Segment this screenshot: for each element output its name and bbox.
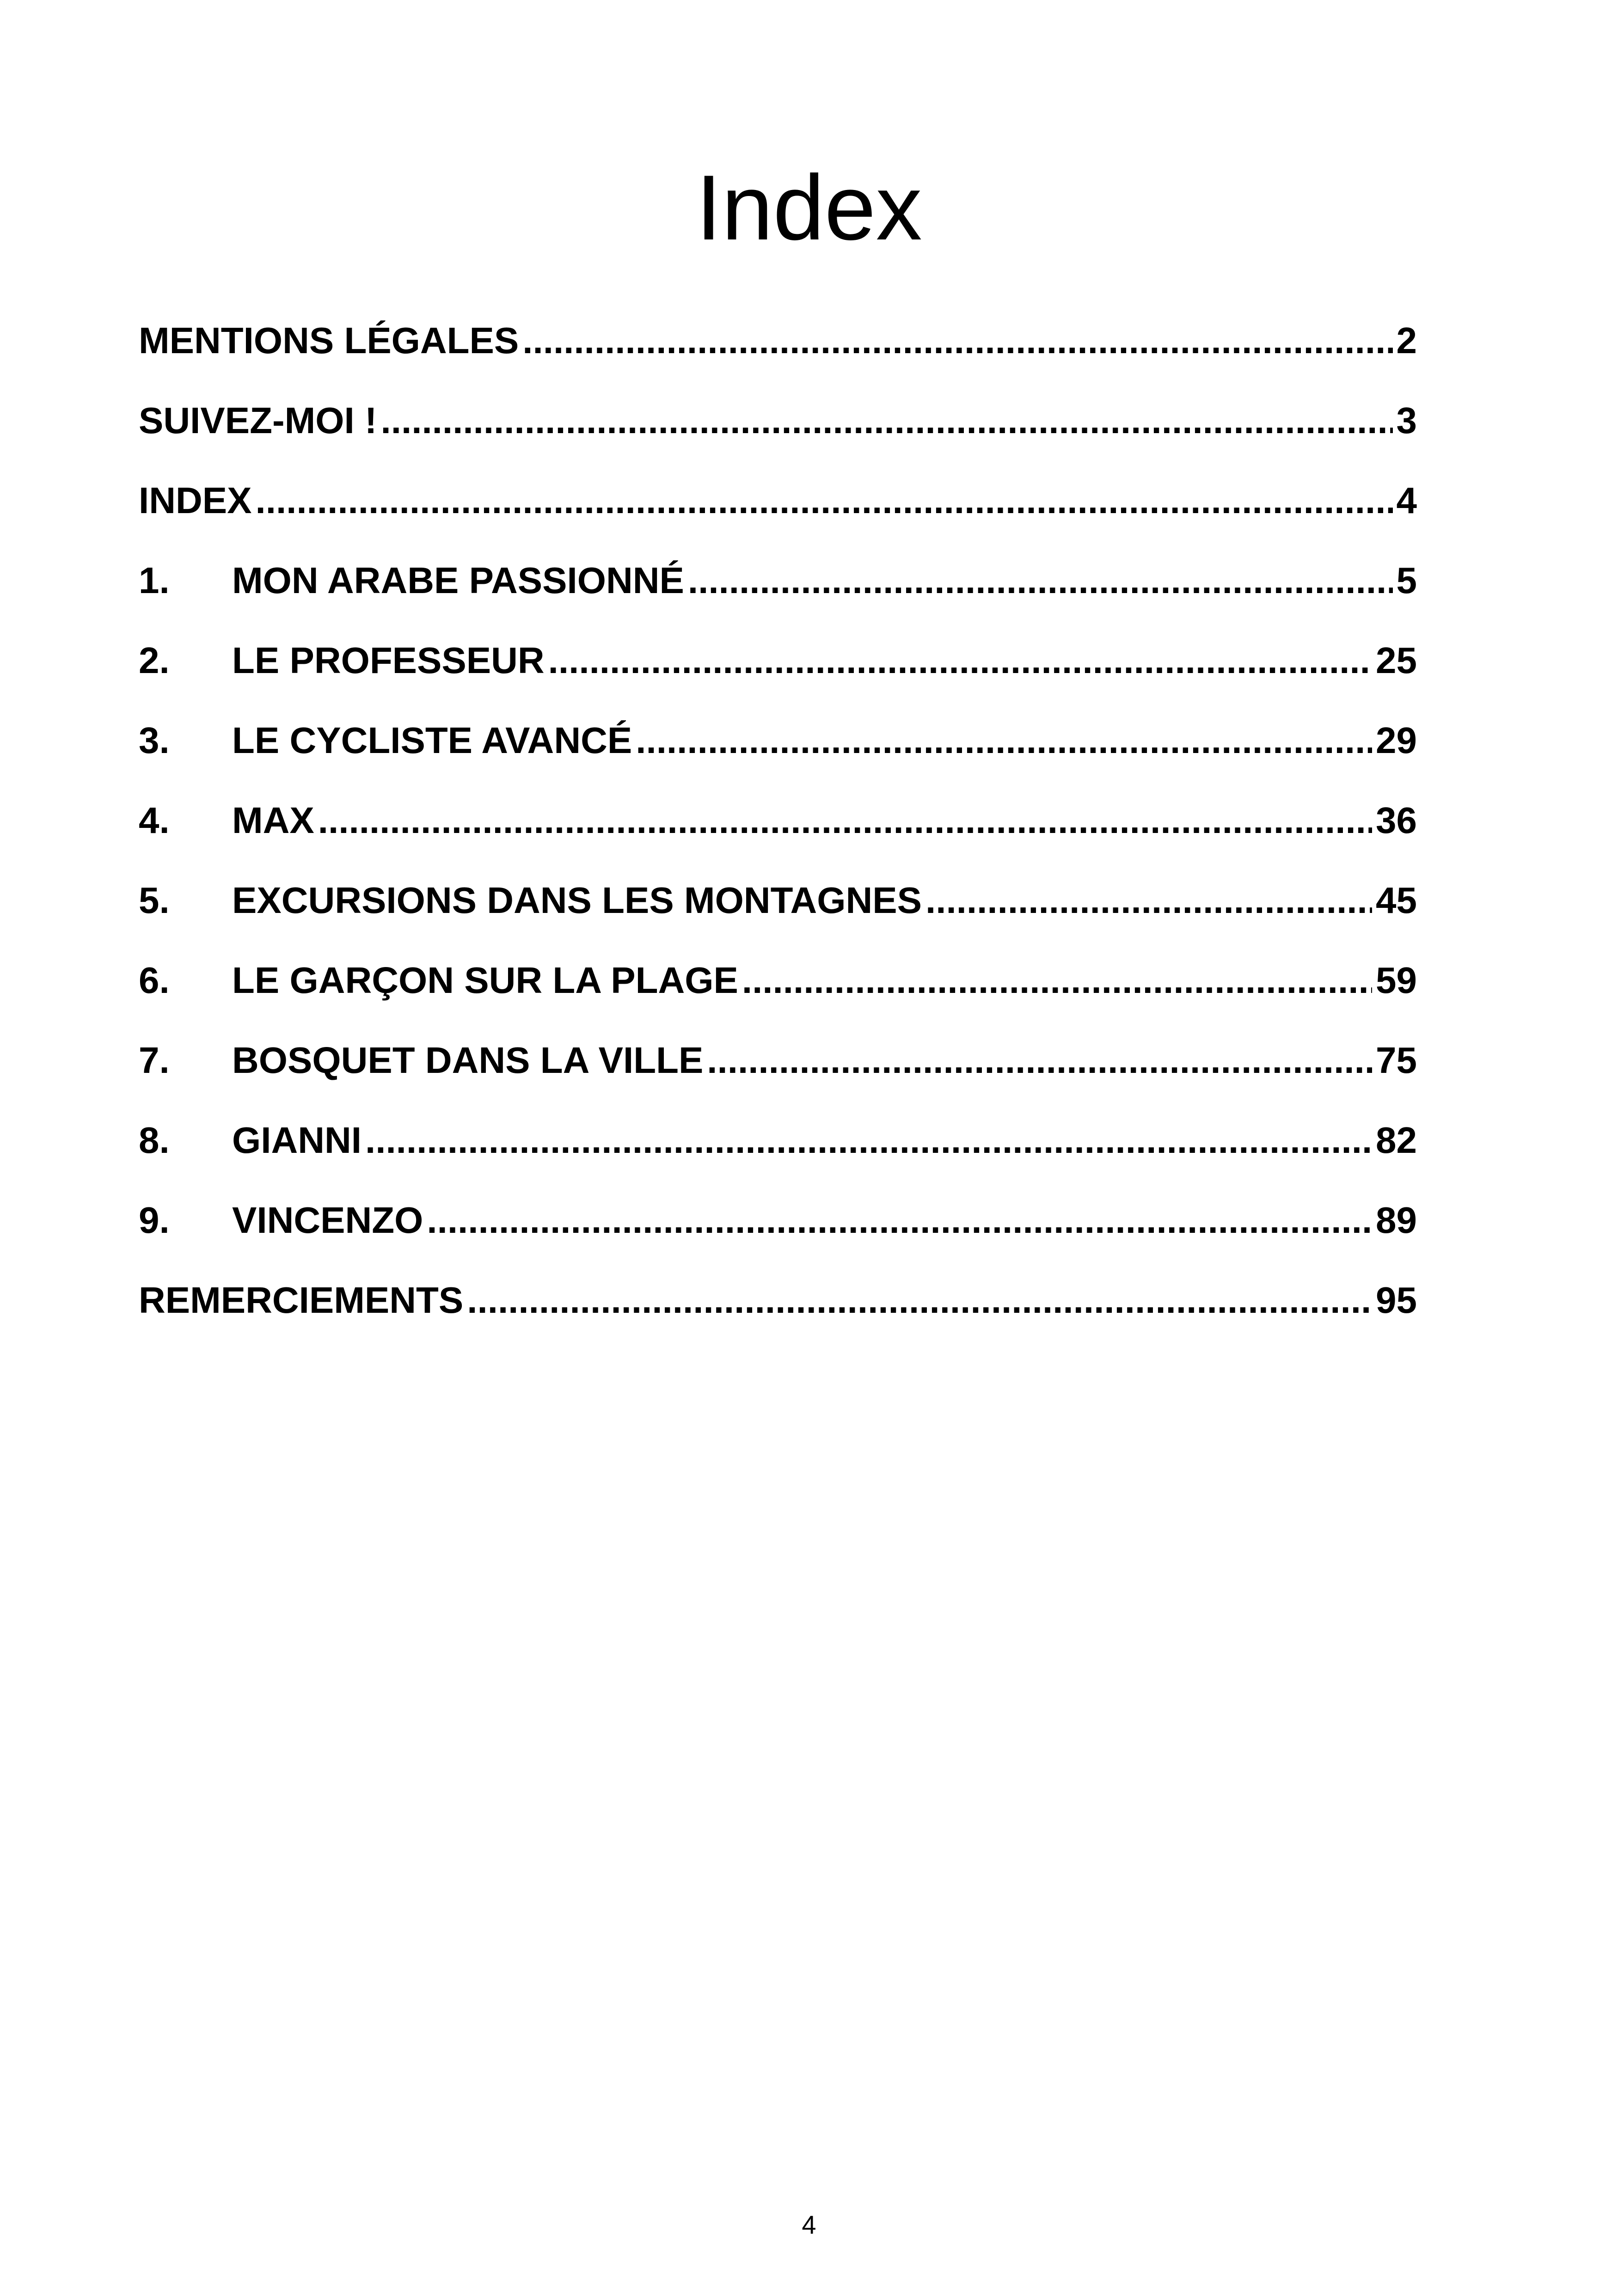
toc-entry-page: 5 bbox=[1396, 560, 1417, 601]
toc-entry-chapter-5[interactable] bbox=[139, 879, 1417, 959]
toc-entry-number: 8. bbox=[139, 1120, 170, 1161]
toc-leader-dots bbox=[256, 479, 1393, 522]
toc-entry-page: 82 bbox=[1376, 1120, 1417, 1161]
toc-leader-dots bbox=[427, 1199, 1372, 1242]
toc-entry-number: 1. bbox=[139, 560, 170, 601]
toc-leader-dots bbox=[548, 639, 1372, 682]
toc-entry-label: MON ARABE PASSIONNÉ bbox=[232, 560, 684, 601]
toc-leader-dots bbox=[742, 959, 1372, 1002]
toc-entry-label: LE GARÇON SUR LA PLAGE bbox=[232, 960, 738, 1001]
toc-entry-number: 4. bbox=[139, 800, 170, 841]
toc-entry-page: 45 bbox=[1376, 880, 1417, 921]
toc-leader-dots bbox=[707, 1039, 1372, 1082]
toc-entry-label: BOSQUET DANS LA VILLE bbox=[232, 1040, 704, 1081]
toc-leader-dots bbox=[365, 1119, 1372, 1162]
toc-entry-chapter-7[interactable] bbox=[139, 1039, 1417, 1119]
toc-entry-number: 7. bbox=[139, 1040, 170, 1081]
toc-entry-suivez-moi[interactable] bbox=[139, 399, 1417, 479]
toc-entry-number: 3. bbox=[139, 720, 170, 761]
toc-entry-label: LE CYCLISTE AVANCÉ bbox=[232, 720, 632, 761]
toc-entry-label: LE PROFESSEUR bbox=[232, 640, 545, 681]
toc-entry-chapter-9[interactable] bbox=[139, 1199, 1417, 1279]
toc-entry-chapter-8[interactable] bbox=[139, 1119, 1417, 1199]
toc-entry-chapter-4[interactable] bbox=[139, 799, 1417, 879]
toc-leader-dots bbox=[688, 559, 1393, 602]
toc-entry-mentions-legales[interactable] bbox=[139, 319, 1417, 399]
toc-entry-label: MAX bbox=[232, 800, 314, 841]
toc-entry-label: REMERCIEMENTS bbox=[139, 1280, 464, 1321]
toc-entry-chapter-3[interactable] bbox=[139, 719, 1417, 799]
toc-leader-dots bbox=[318, 799, 1372, 842]
toc-entry-label: VINCENZO bbox=[232, 1200, 423, 1241]
toc-leader-dots bbox=[522, 319, 1392, 362]
toc-leader-dots bbox=[381, 399, 1393, 442]
toc-entry-page: 2 bbox=[1396, 320, 1417, 361]
toc-leader-dots bbox=[925, 879, 1372, 922]
toc-entry-number: 5. bbox=[139, 880, 170, 921]
page-number: 4 bbox=[802, 2210, 816, 2239]
toc-entry-label: EXCURSIONS DANS LES MONTAGNES bbox=[232, 880, 922, 921]
toc-entry-label: GIANNI bbox=[232, 1120, 362, 1161]
table-of-contents bbox=[139, 319, 1417, 1359]
toc-entry-chapter-6[interactable] bbox=[139, 959, 1417, 1039]
toc-entry-label: MENTIONS LÉGALES bbox=[139, 320, 519, 361]
toc-entry-chapter-2[interactable] bbox=[139, 639, 1417, 719]
toc-entry-page: 29 bbox=[1376, 720, 1417, 761]
toc-entry-chapter-1[interactable] bbox=[139, 559, 1417, 639]
toc-leader-dots bbox=[636, 719, 1372, 762]
toc-entry-remerciements[interactable] bbox=[139, 1279, 1417, 1359]
toc-entry-index[interactable] bbox=[139, 479, 1417, 559]
toc-entry-number: 6. bbox=[139, 960, 170, 1001]
toc-entry-page: 95 bbox=[1376, 1280, 1417, 1321]
toc-entry-label: SUIVEZ-MOI ! bbox=[139, 400, 377, 441]
toc-entry-page: 25 bbox=[1376, 640, 1417, 681]
toc-entry-number: 2. bbox=[139, 640, 170, 681]
toc-entry-label: INDEX bbox=[139, 480, 252, 521]
toc-entry-page: 89 bbox=[1376, 1200, 1417, 1241]
toc-entry-page: 59 bbox=[1376, 960, 1417, 1001]
toc-entry-page: 36 bbox=[1376, 800, 1417, 841]
toc-entry-page: 4 bbox=[1396, 480, 1417, 521]
toc-entry-page: 75 bbox=[1376, 1040, 1417, 1081]
toc-leader-dots bbox=[467, 1279, 1372, 1322]
page-title: Index bbox=[696, 156, 922, 259]
toc-entry-page: 3 bbox=[1396, 400, 1417, 441]
toc-entry-number: 9. bbox=[139, 1200, 170, 1241]
